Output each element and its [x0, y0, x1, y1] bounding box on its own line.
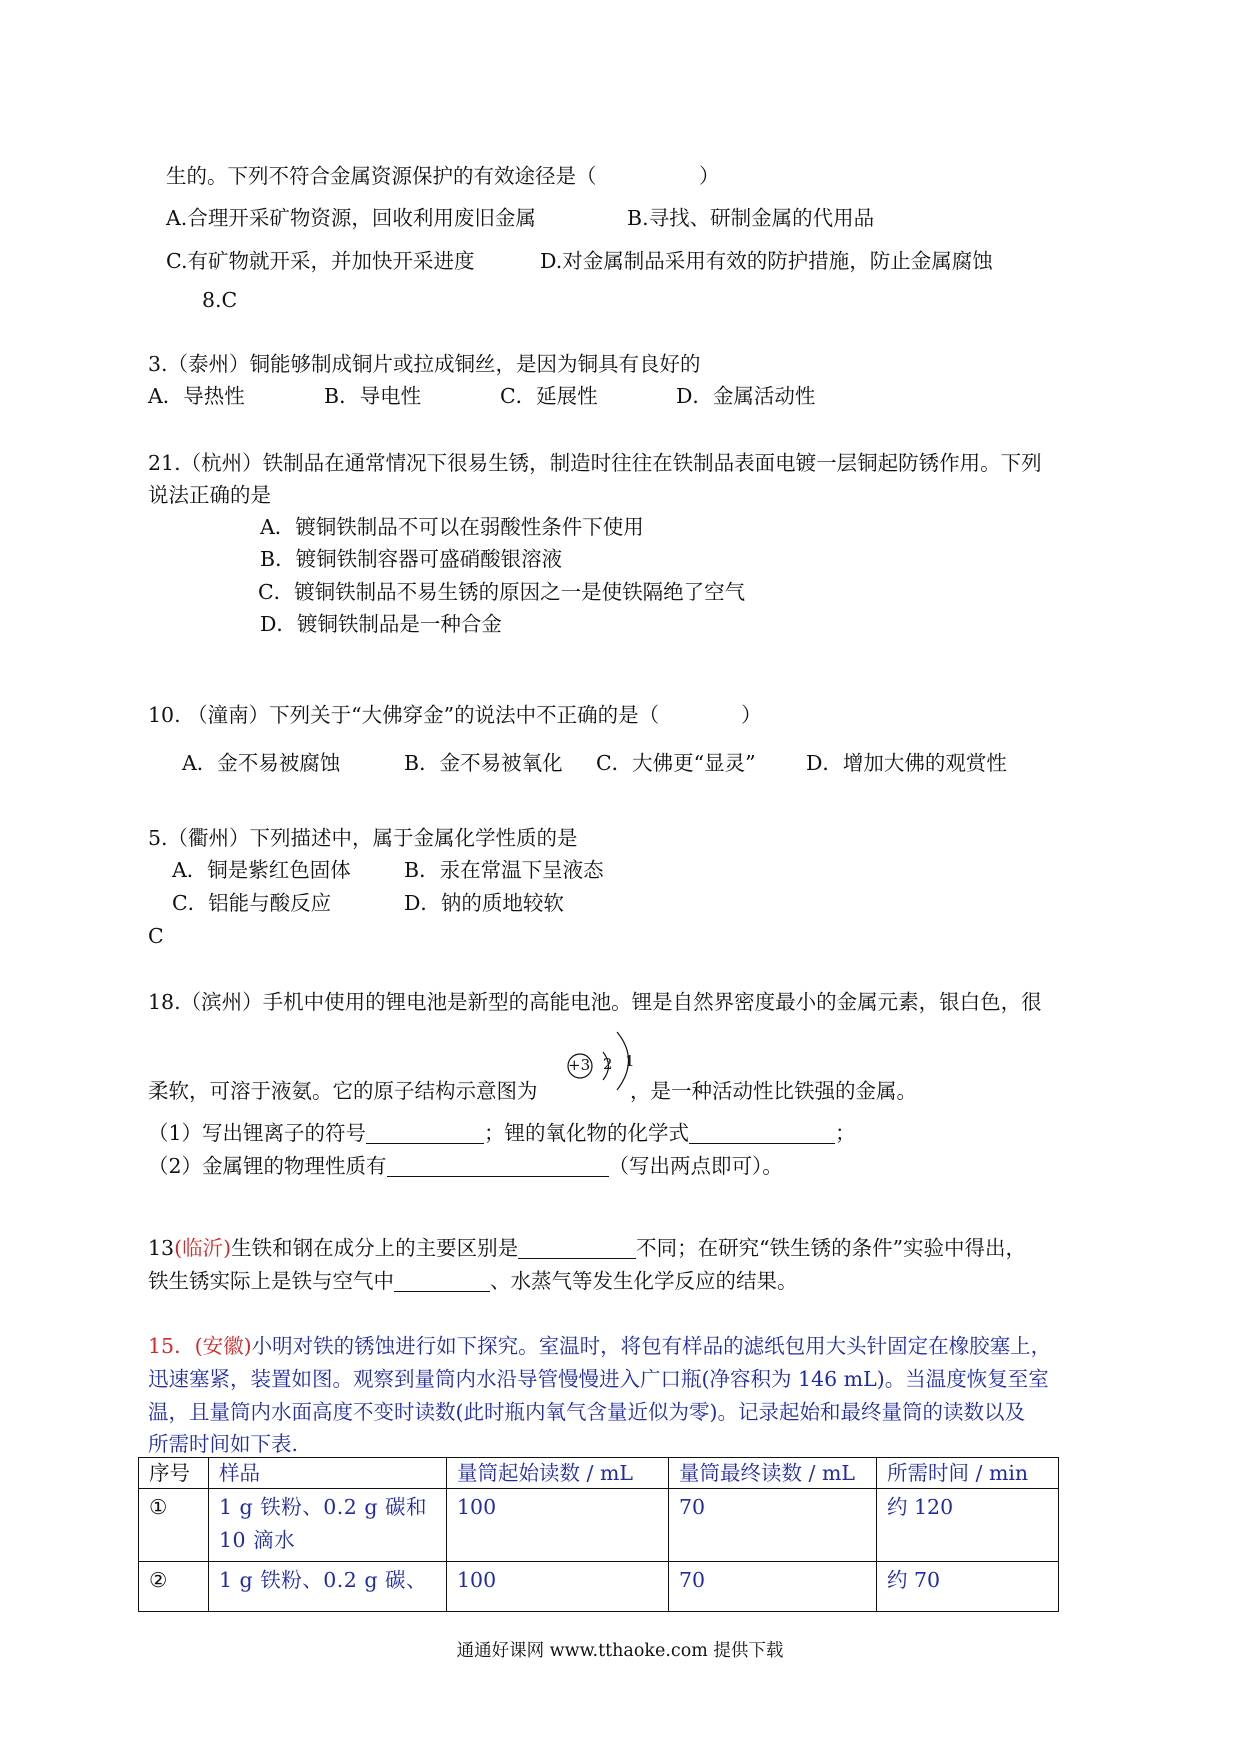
table-cell: 约 120: [877, 1489, 1059, 1562]
table-cell: ①: [139, 1489, 209, 1562]
question-15-line-4: 所需时间如下表.: [148, 1432, 299, 1456]
table-header-cell: 序号: [139, 1458, 209, 1489]
table-cell: 70: [669, 1489, 877, 1562]
question-15-source: (安徽): [194, 1334, 252, 1358]
question-15-stem: [148, 1334, 1051, 1359]
answer-blank[interactable]: [394, 1269, 490, 1292]
question-13-text-4: 、水蒸气等发生化学反应的结果。: [490, 1269, 798, 1293]
question-13-number: 13: [148, 1236, 175, 1260]
question-5-option-c: C．铝能与酸反应: [172, 891, 332, 915]
question-21-stem-cont: 说法正确的是: [148, 483, 271, 507]
answer-text: 8.C: [202, 288, 238, 312]
question-18-part-2-text: （2）金属锂的物理性质有: [148, 1154, 387, 1178]
question-15-number: 15．: [148, 1334, 195, 1358]
question-3-stem: 3.（泰州）铜能够制成铜片或拉成铜丝，是因为铜具有良好的: [148, 352, 701, 376]
question-18-text-1: 柔软，可溶于液氨。它的原子结构示意图为: [148, 1079, 538, 1103]
question-18-stem: 18.（滨州）手机中使用的锂电池是新型的高能电池。锂是自然界密度最小的金属元素，银白色，很: [148, 990, 1042, 1014]
answer-blank[interactable]: [518, 1236, 636, 1259]
question-15-line-3: 温，且量筒内水面高度不变时读数(此时瓶内氧气含量近似为零)。记录起始和最终量筒的读数以及: [148, 1400, 1025, 1424]
question-13-text-2: 不同；在研究“铁生锈的条件”实验中得出，: [636, 1236, 1027, 1260]
table-row: [139, 1489, 1059, 1562]
question-3-option-c: C．延展性: [500, 384, 598, 408]
option-a: A.合理开采矿物资源，回收利用废旧金属: [166, 206, 536, 230]
shell-1-electrons: 2: [603, 1055, 613, 1073]
table-cell: 约 70: [877, 1562, 1059, 1612]
question-18-part-1-end: ；: [835, 1121, 856, 1145]
question-13-text-1: 生铁和钢在成分上的主要区别是: [231, 1236, 519, 1260]
question-10-option-b: B．金不易被氧化: [404, 751, 563, 775]
answer-blank[interactable]: [387, 1154, 609, 1177]
question-18-stem-cont: [148, 1079, 538, 1104]
table-header-cell: 样品: [209, 1458, 447, 1489]
question-3-option-b: B．导电性: [324, 384, 422, 408]
question-5-answer: C: [148, 924, 164, 948]
table-header-row: [139, 1458, 1059, 1489]
question-21-option-a: A．镀铜铁制品不可以在弱酸性条件下使用: [260, 515, 644, 539]
question-18-part-1-text: （1）写出锂离子的符号: [148, 1121, 367, 1145]
question-5-option-a: A．铜是紫红色固体: [172, 858, 351, 882]
question-10-option-c: C．大佛更“显灵”: [596, 751, 756, 775]
nucleus-charge: +3: [568, 1056, 591, 1074]
question-15-text: 小明对铁的锈蚀进行如下探究。室温时，将包有样品的滤纸包用大头针固定在橡胶塞上，: [251, 1334, 1052, 1358]
option-c: C.有矿物就开采，并加快开采进度: [166, 249, 475, 273]
question-13-stem-cont: [148, 1269, 798, 1294]
question-3-option-a: A．导热性: [148, 384, 245, 408]
question-10-stem: 10. （潼南）下列关于“大佛穿金”的说法中不正确的是（ ）: [148, 703, 762, 727]
question-18-text-2: ，是一种活动性比铁强的金属。: [630, 1079, 917, 1103]
question-15-line-2: 迅速塞紧，装置如图。观察到量筒内水沿导管慢慢进入广口瓶(净容积为 146 mL)。当温度恢复至室: [148, 1367, 1049, 1391]
table-cell: 1 g 铁粉、0.2 g 碳和 10 滴水: [209, 1489, 447, 1562]
question-5-option-b: B．汞在常温下呈液态: [404, 858, 604, 882]
atomic-structure-diagram: [562, 1022, 640, 1098]
table-header-cell: 所需时间 / min: [877, 1458, 1059, 1489]
question-5-stem: 5.（衢州）下列描述中，属于金属化学性质的是: [148, 826, 578, 850]
question-13-source: (临沂): [174, 1236, 232, 1260]
option-d: D.对金属制品采用有效的防护措施，防止金属腐蚀: [540, 249, 993, 273]
question-13-stem: [148, 1236, 1026, 1261]
answer-blank[interactable]: [689, 1121, 835, 1144]
question-21-option-b: B．镀铜铁制容器可盛硝酸银溶液: [260, 547, 563, 571]
question-10-option-d: D．增加大佛的观赏性: [806, 751, 1007, 775]
question-21-option-c: C．镀铜铁制品不易生锈的原因之一是使铁隔绝了空气: [258, 580, 746, 604]
question-18-part-1: [148, 1121, 856, 1146]
table-cell: 100: [447, 1562, 669, 1612]
table-header-cell: 量筒最终读数 / mL: [669, 1458, 877, 1489]
option-b: B.寻找、研制金属的代用品: [627, 206, 875, 230]
question-10-option-a: A．金不易被腐蚀: [182, 751, 341, 775]
table-row: [139, 1562, 1059, 1612]
question-stem-line: 生的。下列不符合金属资源保护的有效途径是（ ）: [166, 164, 720, 188]
question-18-part-2-end: （写出两点即可）。: [608, 1154, 783, 1178]
table-header-cell: 量筒起始读数 / mL: [447, 1458, 669, 1489]
table-cell: 70: [669, 1562, 877, 1612]
question-21-stem: 21.（杭州）铁制品在通常情况下很易生锈，制造时往往在铁制品表面电镀一层铜起防锈作用。下列: [148, 451, 1042, 475]
table-cell: ②: [139, 1562, 209, 1612]
experiment-table: [138, 1457, 1059, 1612]
page-footer: 通通好课网 www.tthaoke.com 提供下载: [456, 1641, 784, 1661]
question-3-option-d: D．金属活动性: [676, 384, 816, 408]
question-13-text-3: 铁生锈实际上是铁与空气中: [148, 1269, 394, 1293]
shell-2-electrons: 1: [625, 1052, 635, 1070]
question-18-part-1-text-2: ；锂的氧化物的化学式: [484, 1121, 690, 1145]
table-cell: 1 g 铁粉、0.2 g 碳、: [209, 1562, 447, 1612]
question-21-option-d: D．镀铜铁制品是一种合金: [260, 612, 502, 636]
question-18-part-2: [148, 1154, 783, 1179]
answer-blank[interactable]: [366, 1121, 484, 1144]
question-5-option-d: D．钠的质地较软: [404, 891, 564, 915]
table-cell: 100: [447, 1489, 669, 1562]
